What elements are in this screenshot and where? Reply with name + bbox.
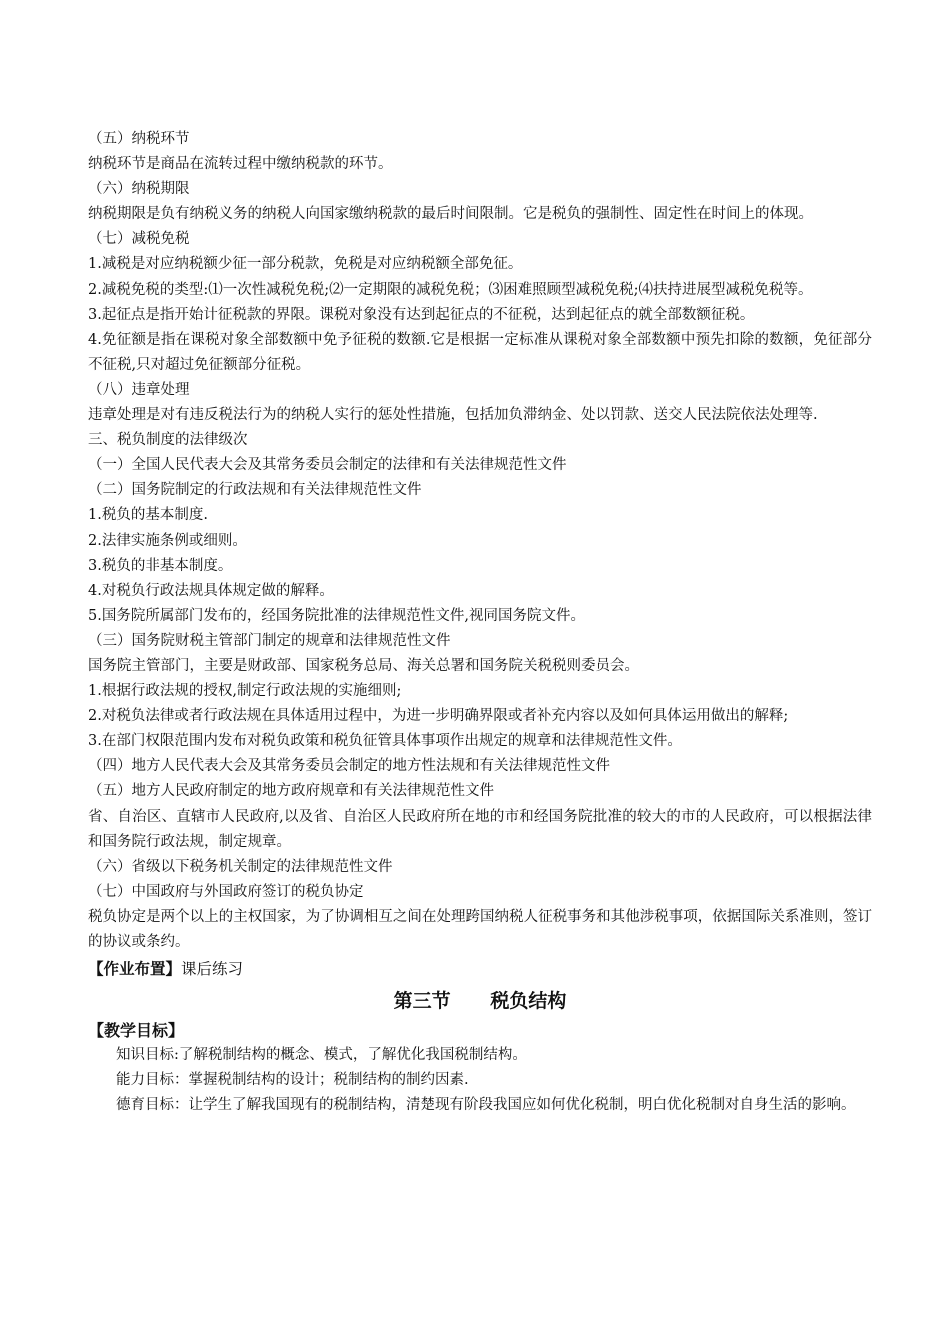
knowledge-objective xyxy=(116,1043,872,1068)
list-item: 2.对税负法律或者行政法规在具体适用过程中，为进一步明确界限或者补充内容以及如何具体运用做出的解释; xyxy=(88,708,789,725)
subheading-tax-period: （六）纳税期限 xyxy=(88,181,190,198)
subheading-tax-stage: （五）纳税环节 xyxy=(88,131,190,147)
subheading: （六）省级以下税务机关制定的法律规范性文件 xyxy=(88,858,393,875)
homework-label: 【作业布置】 xyxy=(88,959,182,979)
paragraph: 税负协定是两个以上的主权国家，为了协调相互之间在处理跨国纳税人征税事务和其他涉税事项，依据国际关系准则，签订的协议或条约。 xyxy=(88,908,872,950)
subheading: （三）国务院财税主管部门制定的规章和法律规范性文件 xyxy=(88,632,451,649)
text-line: 3.起征点是指开始计征税款的界限。课税对象没有达到起征点的不征税，达到起征点的就全部数额征税。 xyxy=(88,306,755,323)
list-item: 3.税负的非基本制度。 xyxy=(88,557,233,574)
list-item: 4.对税负行政法规具体规定做的解释。 xyxy=(88,582,334,599)
list-item: 5.国务院所属部门发布的，经国务院批准的法律规范性文件,视同国务院文件。 xyxy=(88,607,585,624)
section-title: 第三节 税负结构 xyxy=(393,990,567,1013)
document-page xyxy=(88,127,872,1118)
homework-text: 课后练习 xyxy=(181,960,244,979)
ability-objective-label: 能力目标： xyxy=(116,1072,189,1089)
subheading: （一）全国人民代表大会及其常务委员会制定的法律和有关法律规范性文件 xyxy=(88,457,567,474)
paragraph: 纳税期限是负有纳税义务的纳税人向国家缴纳税款的最后时间限制。它是税负的强制性、固定性在时间上的体现。 xyxy=(88,206,813,223)
list-item: 2.法律实施条例或细则。 xyxy=(88,532,247,549)
list-item: 3.在部门权限范围内发布对税负政策和税负征管具体事项作出规定的规章和法律规范性文件。 xyxy=(88,733,682,750)
paragraph: 4.免征额是指在课税对象全部数额中免予征税的数额.它是根据一定标准从课税对象全部数额中预先扣除的数额，免征部分不征税,只对超过免征额部分征税。 xyxy=(88,331,872,373)
knowledge-objective-text: 了解税制结构的概念、模式，了解优化我国税制结构。 xyxy=(178,1047,527,1064)
subheading: （七）中国政府与外国政府签订的税负协定 xyxy=(88,883,364,900)
paragraph: 2.减税免税的类型:⑴一次性减税免税;⑵一定期限的减税免税；⑶困难照顾型减税免税;⑷扶持进展型减税免税等。 xyxy=(88,281,813,298)
moral-objective-text: 让学生了解我国现有的税制结构，清楚现有阶段我国应如何优化税制，明白优化税制对自身生活的影响。 xyxy=(188,1097,856,1114)
text-line: 1.减税是对应纳税额少征一部分税款，免税是对应纳税额全部免征。 xyxy=(88,256,523,273)
homework-line xyxy=(88,955,872,983)
list-item: 1.根据行政法规的授权,制定行政法规的实施细则; xyxy=(88,683,402,700)
ability-objective xyxy=(116,1068,872,1093)
objectives-label: 【教学目标】 xyxy=(88,1021,185,1041)
subheading: （二）国务院制定的行政法规和有关法律规范性文件 xyxy=(88,482,422,499)
paragraph: 省、自治区、直辖市人民政府,以及省、自治区人民政府所在地的市和经国务院批准的较大的市的人民政府，可以根据法律和国务院行政法规，制定规章。 xyxy=(88,808,872,850)
subheading-tax-reduction: （七）减税免税 xyxy=(88,231,190,248)
list-item: 1.税负的基本制度. xyxy=(88,507,208,524)
moral-objective-label: 德育目标： xyxy=(116,1097,189,1114)
section-heading-legal-levels: 三、税负制度的法律级次 xyxy=(88,432,248,449)
text-line: 纳税环节是商品在流转过程中缴纳税款的环节。 xyxy=(88,156,393,173)
subheading-violation: （八）违章处理 xyxy=(88,381,190,398)
text-line: 国务院主管部门，主要是财政部、国家税务总局、海关总署和国务院关税税则委员会。 xyxy=(88,657,639,674)
ability-objective-text: 掌握税制结构的设计；税制结构的制约因素. xyxy=(188,1072,469,1089)
subheading: （四）地方人民代表大会及其常务委员会制定的地方性法规和有关法律规范性文件 xyxy=(88,758,610,775)
moral-objective xyxy=(116,1093,872,1118)
knowledge-objective-label: 知识目标: xyxy=(116,1047,179,1064)
subheading: （五）地方人民政府制定的地方政府规章和有关法律规范性文件 xyxy=(88,783,494,800)
paragraph: 违章处理是对有违反税法行为的纳税人实行的惩处性措施，包括加负滞纳金、处以罚款、送交人民法院依法处理等. xyxy=(88,407,818,424)
